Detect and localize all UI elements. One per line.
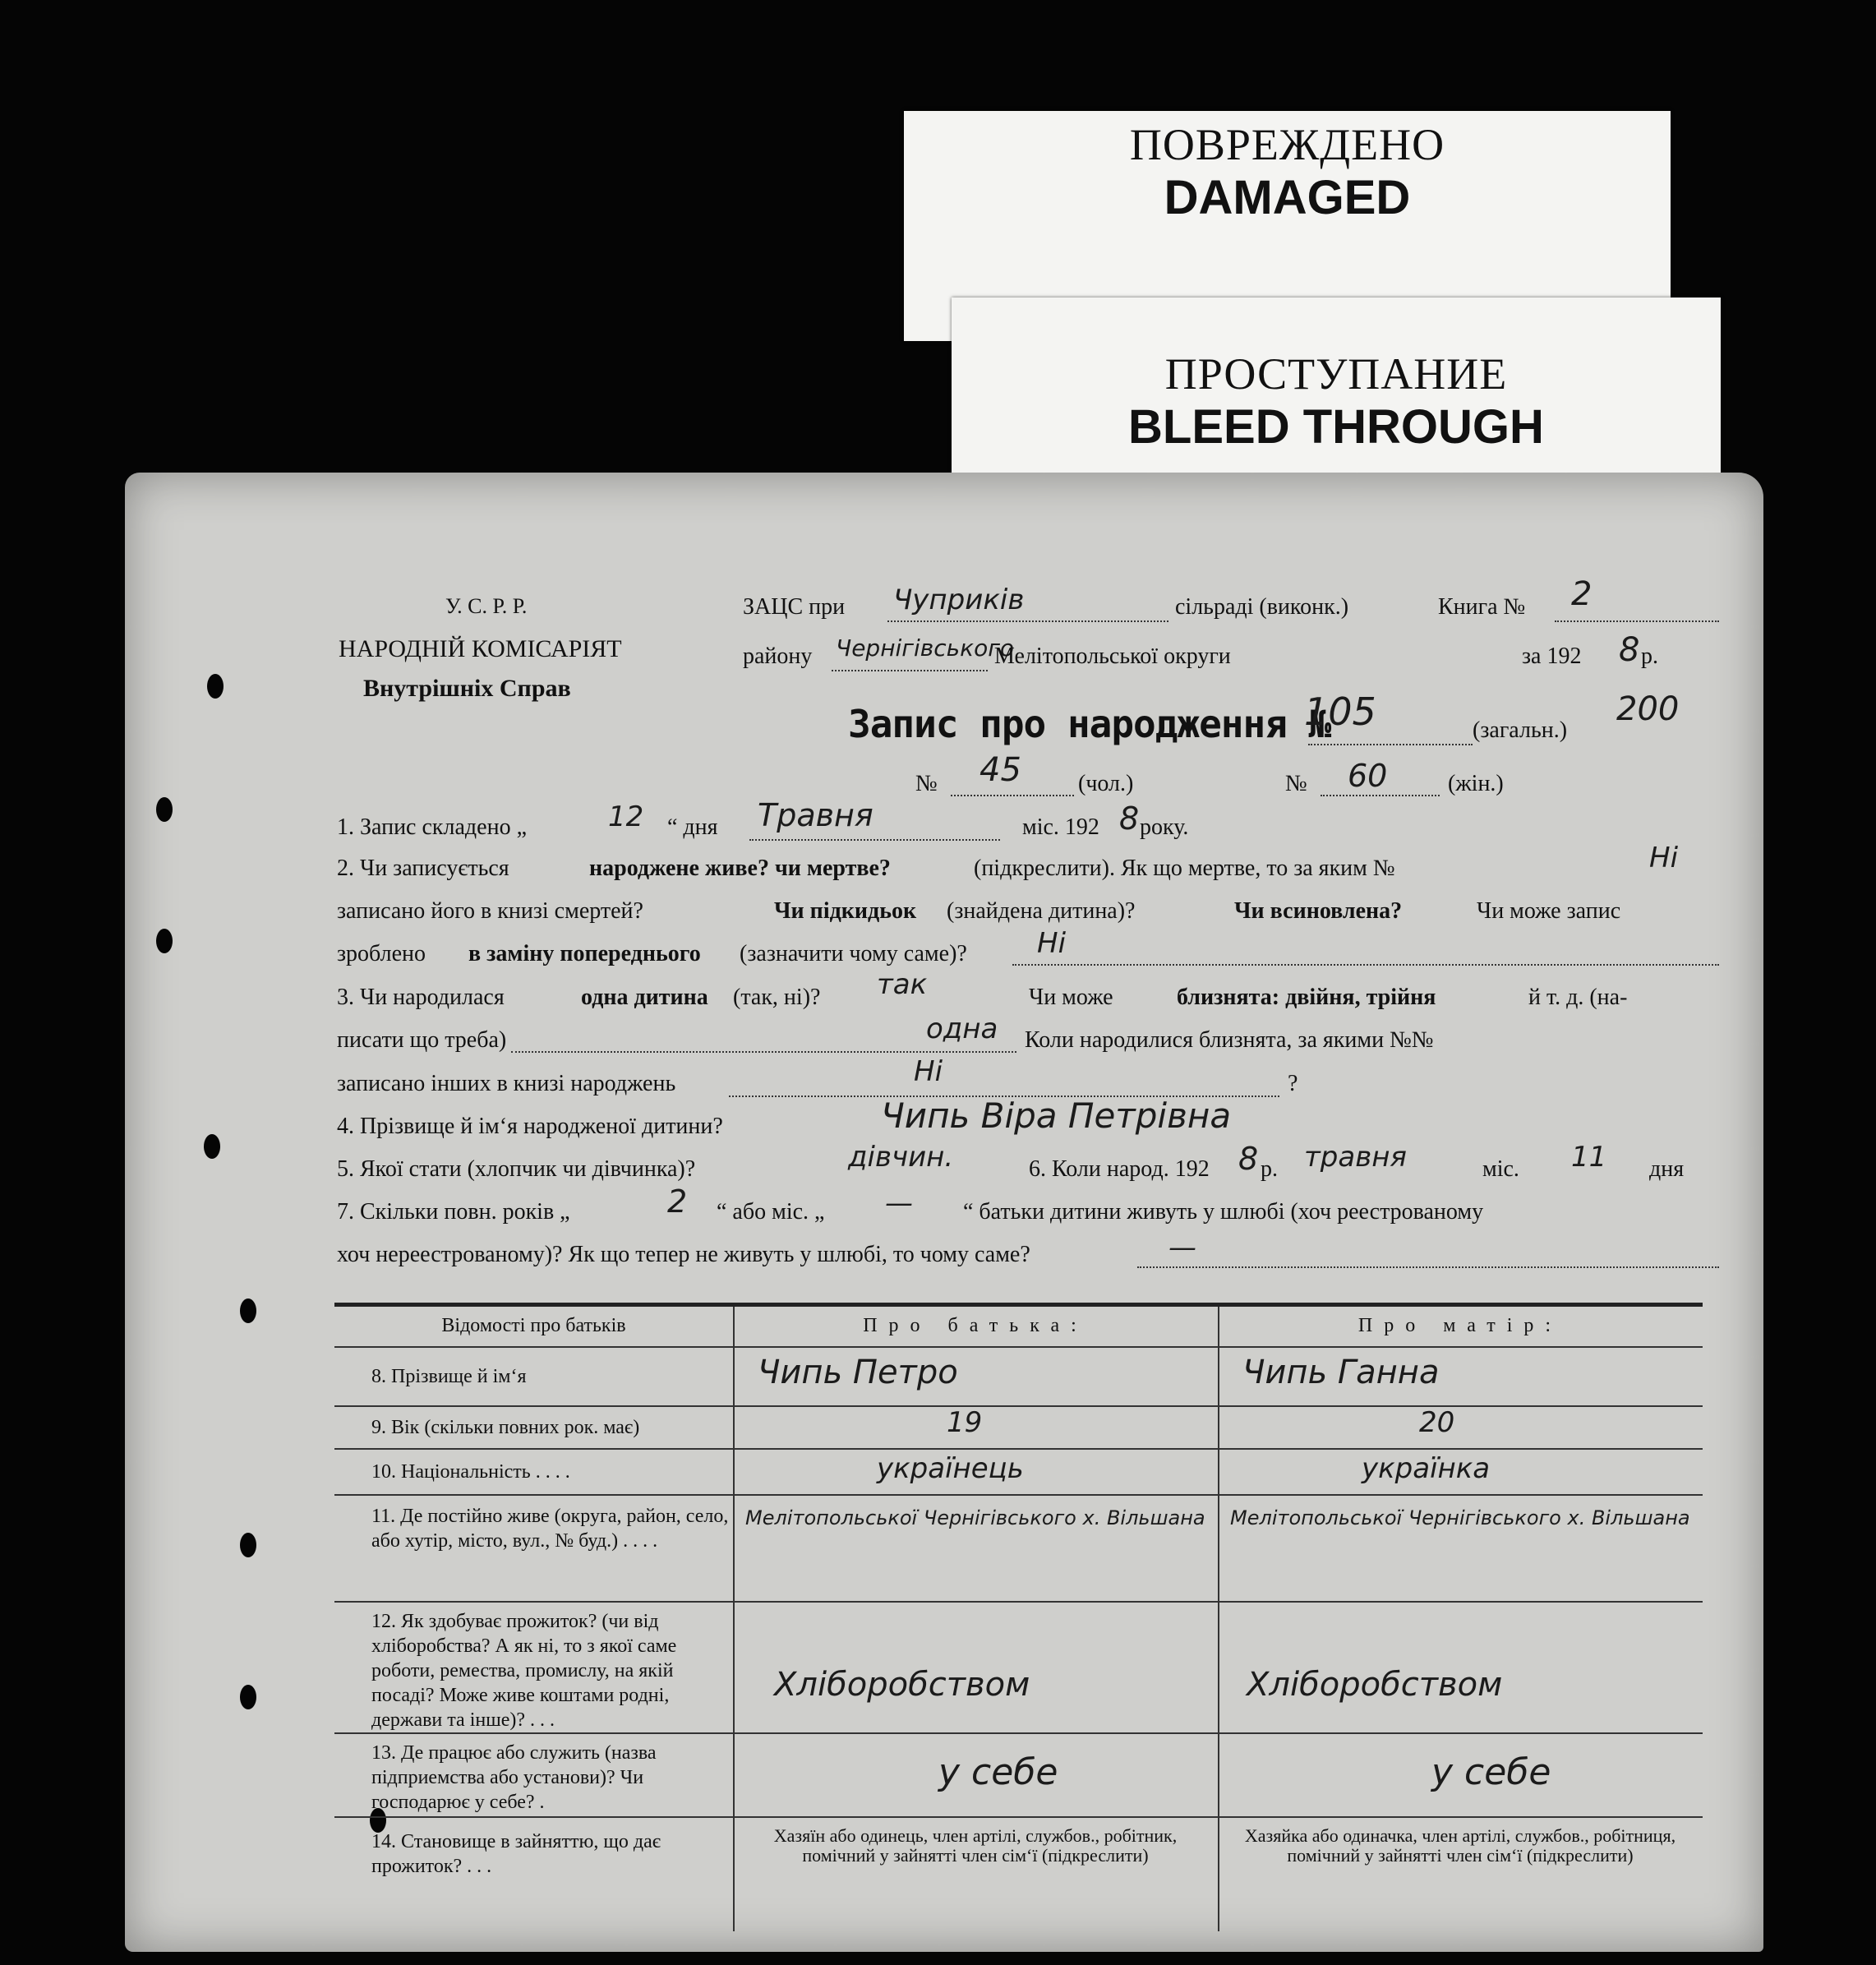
col-divider-1 [733,1307,735,1931]
row10-mother: українка [1362,1452,1491,1485]
q2-l2b: Чи підкидьок [774,898,917,924]
row11-num: 11. [371,1506,396,1527]
punch-hole [204,1134,220,1159]
q3-l1a: 3. Чи народилася [337,985,505,1010]
q1-month-hand: Травня [758,797,873,833]
q1-month-line [749,839,1000,841]
male-line [951,795,1074,796]
row8-text: Прізвище й ім‘я [391,1366,527,1387]
q7-l1a: 7. Скільки повн. років „ [337,1199,570,1225]
record-title: Запис про народження № [848,702,1331,746]
row13-label [371,1741,733,1815]
q2-l1b: народжене живе? чи мертве? [589,856,891,881]
bleed-label-ru: ПРОСТУПАНИЕ [1164,349,1508,399]
q3-l3hand: Ні [914,1055,943,1088]
q2-l2d: Чи всиновлена? [1234,898,1403,924]
zags-hand: Чуприків [893,584,1025,616]
q4-label: 4. Прізвище й ім‘я народженої дитини? [337,1114,723,1139]
punch-hole [240,1685,256,1709]
q5-year-hand: 8 [1238,1141,1259,1177]
book-line [1555,620,1719,622]
row10-num: 10. [371,1461,396,1483]
row11-label [371,1504,733,1553]
rayon-label: району [743,643,813,669]
row10-father: українець [877,1452,1024,1485]
female-no-label: № [1285,771,1307,796]
q2-l2c: (знайдена дитина)? [947,898,1136,924]
header-col1: Відомості про батьків [441,1315,626,1336]
internal-affairs-label: Внутрішніх Справ [363,675,571,702]
q2-l2a: записано його в книзі смертей? [337,898,643,924]
q3-l2b: Коли народилися близнята, за якими №№ [1025,1027,1434,1053]
q1-a: 1. Запис складено „ [337,814,527,840]
row13-text: Де працює або служить (назва підприемства або установи)? Чи господарює у себе? . [371,1742,657,1813]
row-rule [334,1816,1703,1818]
damaged-label-ru: ПОВРЕЖДЕНО [1129,120,1445,169]
row13-num: 13. [371,1742,396,1764]
row12-father: Хліборобством [774,1666,1030,1704]
row8-father: Чипь Петро [758,1354,958,1391]
q3-l2-line [511,1051,1016,1053]
q5-a: 5. Якої стати (хлопчик чи дівчинка)? [337,1156,696,1182]
q7-l2-line [1137,1266,1719,1268]
q2-l1a: 2. Чи записується [337,856,509,881]
female-label: (жін.) [1448,771,1504,796]
q7-l2a: хоч нереестрованому)? Як що тепер не живуть у шлюбі, то чому саме? [337,1242,1030,1267]
q2-l1hand: Ні [1649,842,1679,874]
punch-hole [240,1298,256,1323]
bleed-label-en: BLEED THROUGH [1128,400,1544,454]
rayon-hand: Чернігівського [836,634,1015,662]
q5-c: р. [1261,1156,1278,1182]
year-suffix: р. [1641,643,1658,669]
book-label: Книга № [1438,594,1526,620]
row11-mother: Мелітопольської Чернігівського х. Вільшана [1230,1506,1690,1529]
row11-text: Де постійно живе (округа, район, село, або хутір, місто, вул., № буд.) . . . . [371,1506,729,1552]
year-hand: 8 [1619,631,1640,669]
q3-l1c: (так, ні)? [733,985,821,1010]
q3-l1b: одна дитина [581,985,708,1010]
row-rule [334,1405,1703,1407]
punch-hole [207,674,224,699]
total-hand: 200 [1616,690,1680,728]
title-line [1308,744,1473,745]
row14-mother: Хазяйка або одиначка, член артілі, службов., робітниця, помічний у зайнятті член сім‘ї (підкреслити) [1244,1825,1676,1866]
row14-father: Хазяїн або одинець, член артілі, службов., робітник, помічний у зайнятті член сім‘ї (підкреслити) [773,1825,1178,1866]
year-label: за 192 [1522,643,1582,669]
q3-l3a: записано інших в книзі народжень [337,1071,676,1096]
header-rule [334,1346,1703,1348]
row-rule [334,1732,1703,1734]
row12-label [371,1609,733,1732]
okrug-label: Мелітопольської округи [994,643,1231,669]
q4-hand: Чипь Віра Петрівна [881,1096,1232,1136]
q3-l1f: й т. д. (на- [1528,985,1628,1010]
row14-num: 14. [371,1831,396,1852]
q1-year-hand: 8 [1119,800,1140,837]
row-rule [334,1448,1703,1450]
q1-d: року. [1140,814,1189,840]
q5-b: 6. Коли народ. 192 [1029,1156,1210,1182]
female-hand: 60 [1348,758,1388,794]
q2-l1c: (підкреслити). Як що мертве, то за яким № [974,856,1395,881]
q7-l1b: “ або міс. „ [717,1199,825,1225]
q1-c: міс. 192 [1022,814,1099,840]
q5-hand: дівчин. [848,1141,954,1174]
q5-month-hand: травня [1304,1141,1407,1174]
q2-l3hand: Ні [1037,927,1067,960]
record-number-hand: 105 [1304,690,1376,734]
male-hand: 45 [979,751,1021,789]
rayon-line [832,670,988,671]
commissariat-label: НАРОДНІЙ КОМІСАРІЯТ [339,635,622,662]
col-divider-2 [1218,1307,1219,1931]
male-label: (чол.) [1078,771,1134,796]
ussr-label: У. С. Р. Р. [445,594,528,618]
q3-l2a: писати що треба) [337,1027,507,1053]
row9-label [371,1415,733,1440]
punch-hole [240,1533,256,1557]
row9-father: 19 [947,1406,983,1439]
damaged-label-en: DAMAGED [1164,171,1411,224]
q1-b: “ дня [667,814,718,840]
q3-l1hand: так [877,968,928,1001]
row12-mother: Хліборобством [1247,1666,1503,1704]
q5-e: дня [1649,1156,1685,1182]
row10-label [371,1460,733,1484]
q1-day-hand: 12 [608,800,644,833]
row13-father: у себе [938,1751,1058,1793]
row8-mother: Чипь Ганна [1242,1354,1440,1391]
row8-label [371,1364,733,1389]
parents-table [334,1303,1703,1931]
row13-mother: у себе [1431,1751,1551,1793]
row-rule [334,1494,1703,1496]
total-label: (загальн.) [1473,717,1568,743]
silradi-label: сільраді (виконк.) [1175,594,1349,620]
q2-l3-line [1012,964,1719,966]
female-line [1321,795,1440,796]
q3-l1e: близнята: двійня, трійня [1177,985,1436,1010]
q2-l3a: зроблено [337,941,426,966]
q7-months-hand: — [885,1187,913,1220]
zags-line [887,620,1168,622]
row9-mother: 20 [1419,1406,1455,1439]
row9-text: Вік (скільки повних рок. має) [391,1417,640,1438]
row14-label [371,1829,733,1879]
row14-text: Становище в зайняттю, що дає прожиток? . . . [371,1831,661,1877]
q5-day-hand: 11 [1571,1141,1607,1174]
male-no-label: № [915,771,938,796]
punch-hole [156,797,173,822]
birth-record-sheet [125,473,1763,1952]
row8-num: 8. [371,1366,386,1387]
q3-l3b: ? [1288,1071,1298,1096]
q7-l2hand: — [1168,1231,1196,1264]
row-rule [334,1601,1703,1603]
q3-l1d: Чи може [1029,985,1113,1010]
q7-years-hand: 2 [667,1183,688,1220]
q7-l1c: “ батьки дитини живуть у шлюбі (хоч реестрованому [963,1199,1484,1225]
q3-l2hand: одна [926,1012,998,1045]
row10-text: Національність . . . . [401,1461,570,1483]
row9-num: 9. [371,1417,386,1438]
row11-father: Мелітопольської Чернігівського х. Вільшана [745,1506,1205,1529]
row12-num: 12. [371,1611,396,1632]
book-hand: 2 [1571,575,1593,613]
q2-l3b: в заміну попереднього [468,941,701,966]
header-col2: Про батька: [863,1315,1088,1336]
q5-d: міс. [1482,1156,1519,1182]
row12-text: Як здобуває прожиток? (чи від хліборобства? А як ні, то з якої саме роботи, ремества, промислу, на якій посаді? Може живе коштами родні, держави та інше)? . . . [371,1611,677,1731]
punch-hole [156,929,173,953]
q2-l3c: (зазначити чому саме)? [740,941,967,966]
zags-label: ЗАЦС при [743,594,846,620]
header-col3: Про матір: [1357,1315,1563,1336]
q2-l2e: Чи може запис [1477,898,1621,924]
